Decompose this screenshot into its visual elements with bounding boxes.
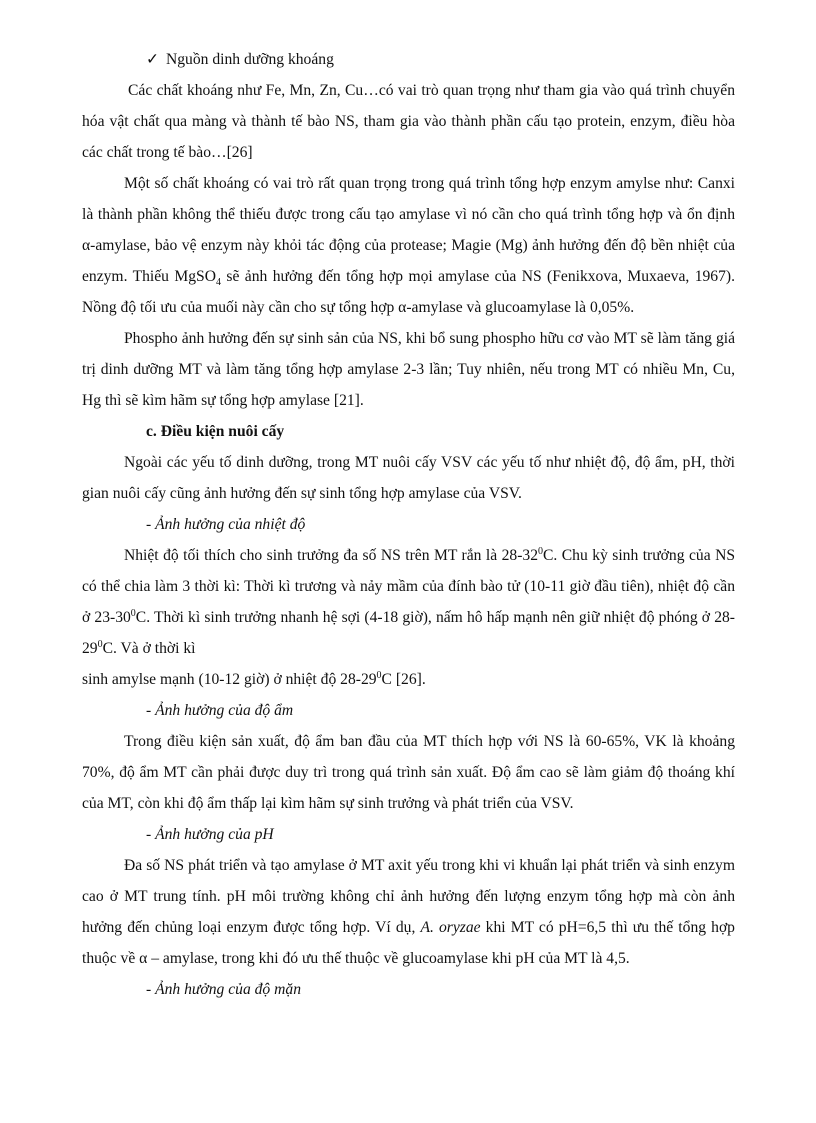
species-name: A. oryzae (420, 919, 481, 936)
subheading-temperature: - Ảnh hưởng của nhiệt độ (146, 516, 306, 533)
paragraph-humidity: Trong điều kiện sản xuất, độ ẩm ban đầu của MT thích hợp với NS là 60-65%, VK là khoảng 70%, độ ẩm MT cần phải được duy trì trong quá trình sản xuất. Độ ẩm cao sẽ làm giảm độ thoáng khí của MT, còn khi độ ẩm thấp lại kìm hãm sự sinh trưởng và phát triển của VSV. (82, 733, 735, 812)
bullet-item-mineral-nutrition (82, 44, 735, 75)
paragraph-phospho: Phospho ảnh hưởng đến sự sinh sản của NS, khi bổ sung phospho hữu cơ vào MT sẽ làm tăng giá trị dinh dưỡng MT và làm tăng tổng hợp amylase 2-3 lần; Tuy nhiên, nếu trong MT có nhiều Mn, Cu, Hg thì sẽ kìm hãm sự tổng hợp amylase [21]. (82, 330, 735, 409)
bullet-text: Nguồn dinh dưỡng khoáng (166, 51, 334, 68)
paragraph-minerals-role: Một số chất khoáng có vai trò rất quan trọng trong quá trình tổng hợp enzym amylse như: Canxi là thành phần không thể thiếu được trong cấu tạo amylase vì nó cần cho quá trình tổng hợp và ổn định α-amylase, bảo vệ enzym này khỏi tác động của protease; Magie (Mg) ảnh hưởng đến độ bền nhiệt của enzym. Thiếu MgSO$_4$ sẽ ảnh hưởng đến tổng hợp mọi amylase của NS (Fenikxova, Muxaeva, 1967). Nồng độ tối ưu của muối này cần cho sự tổng hợp α-amylase và glucoamylase là 0,05%. (82, 175, 735, 316)
paragraph-culture-factors: Ngoài các yếu tố dinh dưỡng, trong MT nuôi cấy VSV các yếu tố như nhiệt độ, độ ẩm, pH, thời gian nuôi cấy cũng ảnh hưởng đến sự sinh tổng hợp amylase của VSV. (82, 454, 735, 502)
checkmark-icon: ✓ (146, 51, 160, 68)
paragraph-temperature-continued: sinh amylse mạnh (10-12 giờ) ở nhiệt độ $28-29^0C$ [26]. (82, 669, 426, 688)
page-content (82, 44, 735, 1005)
paragraph-minerals: Các chất khoáng như Fe, Mn, Zn, Cu…có vai trò quan trọng như tham gia vào quá trình chuyển hóa vật chất qua màng và thành tế bào NS, tham gia vào thành phần cấu tạo protein, enzym, điều hòa các chất trong tế bào…[26] (82, 82, 735, 161)
subheading-ph: - Ảnh hưởng của pH (146, 826, 274, 843)
section-heading-culture-conditions: c. Điều kiện nuôi cấy (146, 423, 285, 440)
paragraph-temperature: Nhiệt độ tối thích cho sinh trưởng đa số NS trên MT rắn là $28-32^0C$. Chu kỳ sinh trưởng của NS có thể chia làm 3 thời kì: Thời kì trương và nảy mầm của đính bào tử (10-11 giờ đầu tiên), nhiệt độ cần ở $23-30^0C$. Thời kì sinh trưởng nhanh hệ sợi (4-18 giờ), nấm hô hấp mạnh nên giữ nhiệt độ phóng ở $28-29^0C$. Và ở thời kì (82, 545, 736, 657)
subheading-salinity: - Ảnh hưởng của độ mặn (146, 981, 301, 998)
subheading-humidity: - Ảnh hưởng của độ ẩm (146, 702, 294, 719)
paragraph-ph: Đa số NS phát triển và tạo amylase ở MT axit yếu trong khi vi khuẩn lại phát triển và sinh enzym cao ở MT trung tính. pH môi trường không chỉ ảnh hưởng đến lượng enzym tổng hợp mà còn ảnh hưởng đến chủng loại enzym được tổng hợp. Ví dụ, A. oryzae khi MT có pH=6,5 thì ưu thế tổng hợp thuộc về α – amylase, trong khi đó ưu thế thuộc về glucoamylase khi pH của MT là 4,5. (82, 857, 735, 967)
